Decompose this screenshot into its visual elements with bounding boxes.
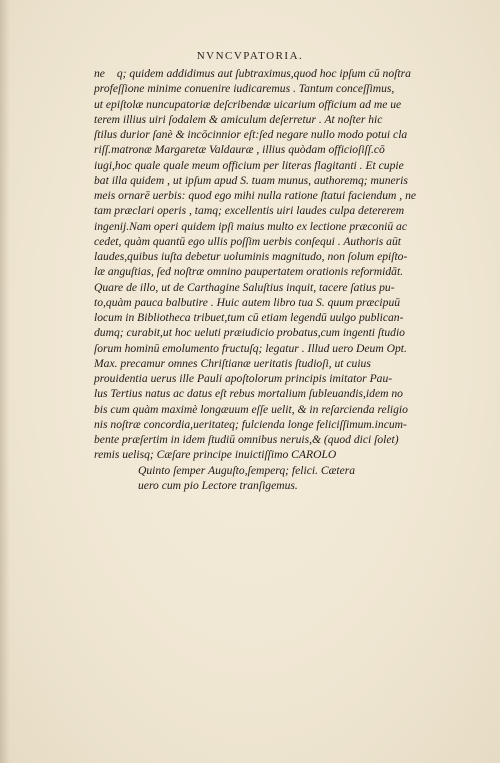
text-line: dumq; curabit,ut hoc ueluti præiudicio probatus,cum ingenti ſtudio <box>94 326 405 340</box>
text-line: locum in Bibliotheca tribuet,tum cū etiam legendū uulgo publican- <box>94 311 404 324</box>
text-line: ſorum hominū emolumento fructuſq; legatur . Illud uero Deum Opt. <box>94 341 407 355</box>
text-line: Quinto ſemper Auguſto,ſemperq; felici. Cætera <box>138 463 356 477</box>
text-line: uero cum pio Lectore tranſigemus. <box>138 478 298 492</box>
text-line: remis uelisq; Cæſare principe inuictiſſimo CAROLO <box>94 448 337 462</box>
text-line: ingenij.Nam operi quidem ipſi maius multo ex lectione præconiū ac <box>94 219 407 233</box>
text-line: meis ornarē uerbis: quod ego mihi nulla ratione ſtatui faciendum , ne <box>94 189 417 202</box>
text-line: cedet, quàm quantū ego ullis poſſim uerbis conſequi . Authoris aūt <box>94 234 401 248</box>
text-line: tam præclari operis , tamq; excellentis uiri laudes culpa detererem <box>94 204 405 218</box>
text-line: læ anguſtias, ſed noſtræ omnino paupertatem orationis reformidāt. <box>94 265 404 279</box>
spine-shadow <box>0 0 10 763</box>
text-line: bis cum quàm maximè longæuum eſſe uelit, & in reſarcienda religio <box>94 402 408 416</box>
text-line: ut epiſtolæ nuncupatoriæ deſcribendæ uicarium officium ad me ue <box>94 97 402 111</box>
text-line: lus Tertius natus ac datus eſt rebus mortalium ſubleuandis,idem no <box>94 387 403 401</box>
text-line: nis noſtræ concordia,ueritateq; fulcienda longe feliciſſimum.incum- <box>94 417 407 431</box>
text-line: profeſſione minime conuenire iudicaremus . Tantum conceſſimus, <box>94 82 395 96</box>
text-line: iugi,hoc quale quale meum officium per literas flagitanti . Et cupie <box>94 158 404 172</box>
text-line: Max. precamur omnes Chriſtianæ ueritatis ſtudioſi, ut cuius <box>94 356 371 370</box>
text-block <box>94 66 469 493</box>
text-line: terem illius uiri ſodalem & amiculum deſerretur . At noſter hic <box>94 112 383 126</box>
text-line: to,quàm pauca balbutire . Huic autem libro tua S. quum præcipuū <box>94 295 401 309</box>
text-line: Quare de illo, ut de Carthagine Saluſtius inquit, tacere ſatius pu- <box>94 280 395 294</box>
text-line: prouidentia uerus ille Pauli apoſtolorum principis imitator Pau- <box>94 372 393 385</box>
text-line: ne᷑ q; quidem addidimus aut ſubtraximus,quod hoc ipſum cū noſtra <box>94 67 411 80</box>
text-line: riſſ.matronæ Margaretæ Valdauræ , illius quòdam officioſiſſ.cō <box>94 143 385 157</box>
text-line: laudes,quibus iuſta debetur uoluminis magnitudo, non ſolum epiſto- <box>94 250 408 263</box>
text-line: ſtilus durior ſanè & incōcinnior eſt:ſed negare nullo modo potui cla <box>94 128 408 141</box>
running-head: NVNCVPATORIA. <box>196 50 304 62</box>
text-line: bat illa quidem , ut ipſum apud S. tuam munus, authoremq; muneris <box>94 173 408 187</box>
text-line: bente præſertim in idem ſtudiū omnibus neruis,& (quod dici ſolet) <box>94 433 399 446</box>
